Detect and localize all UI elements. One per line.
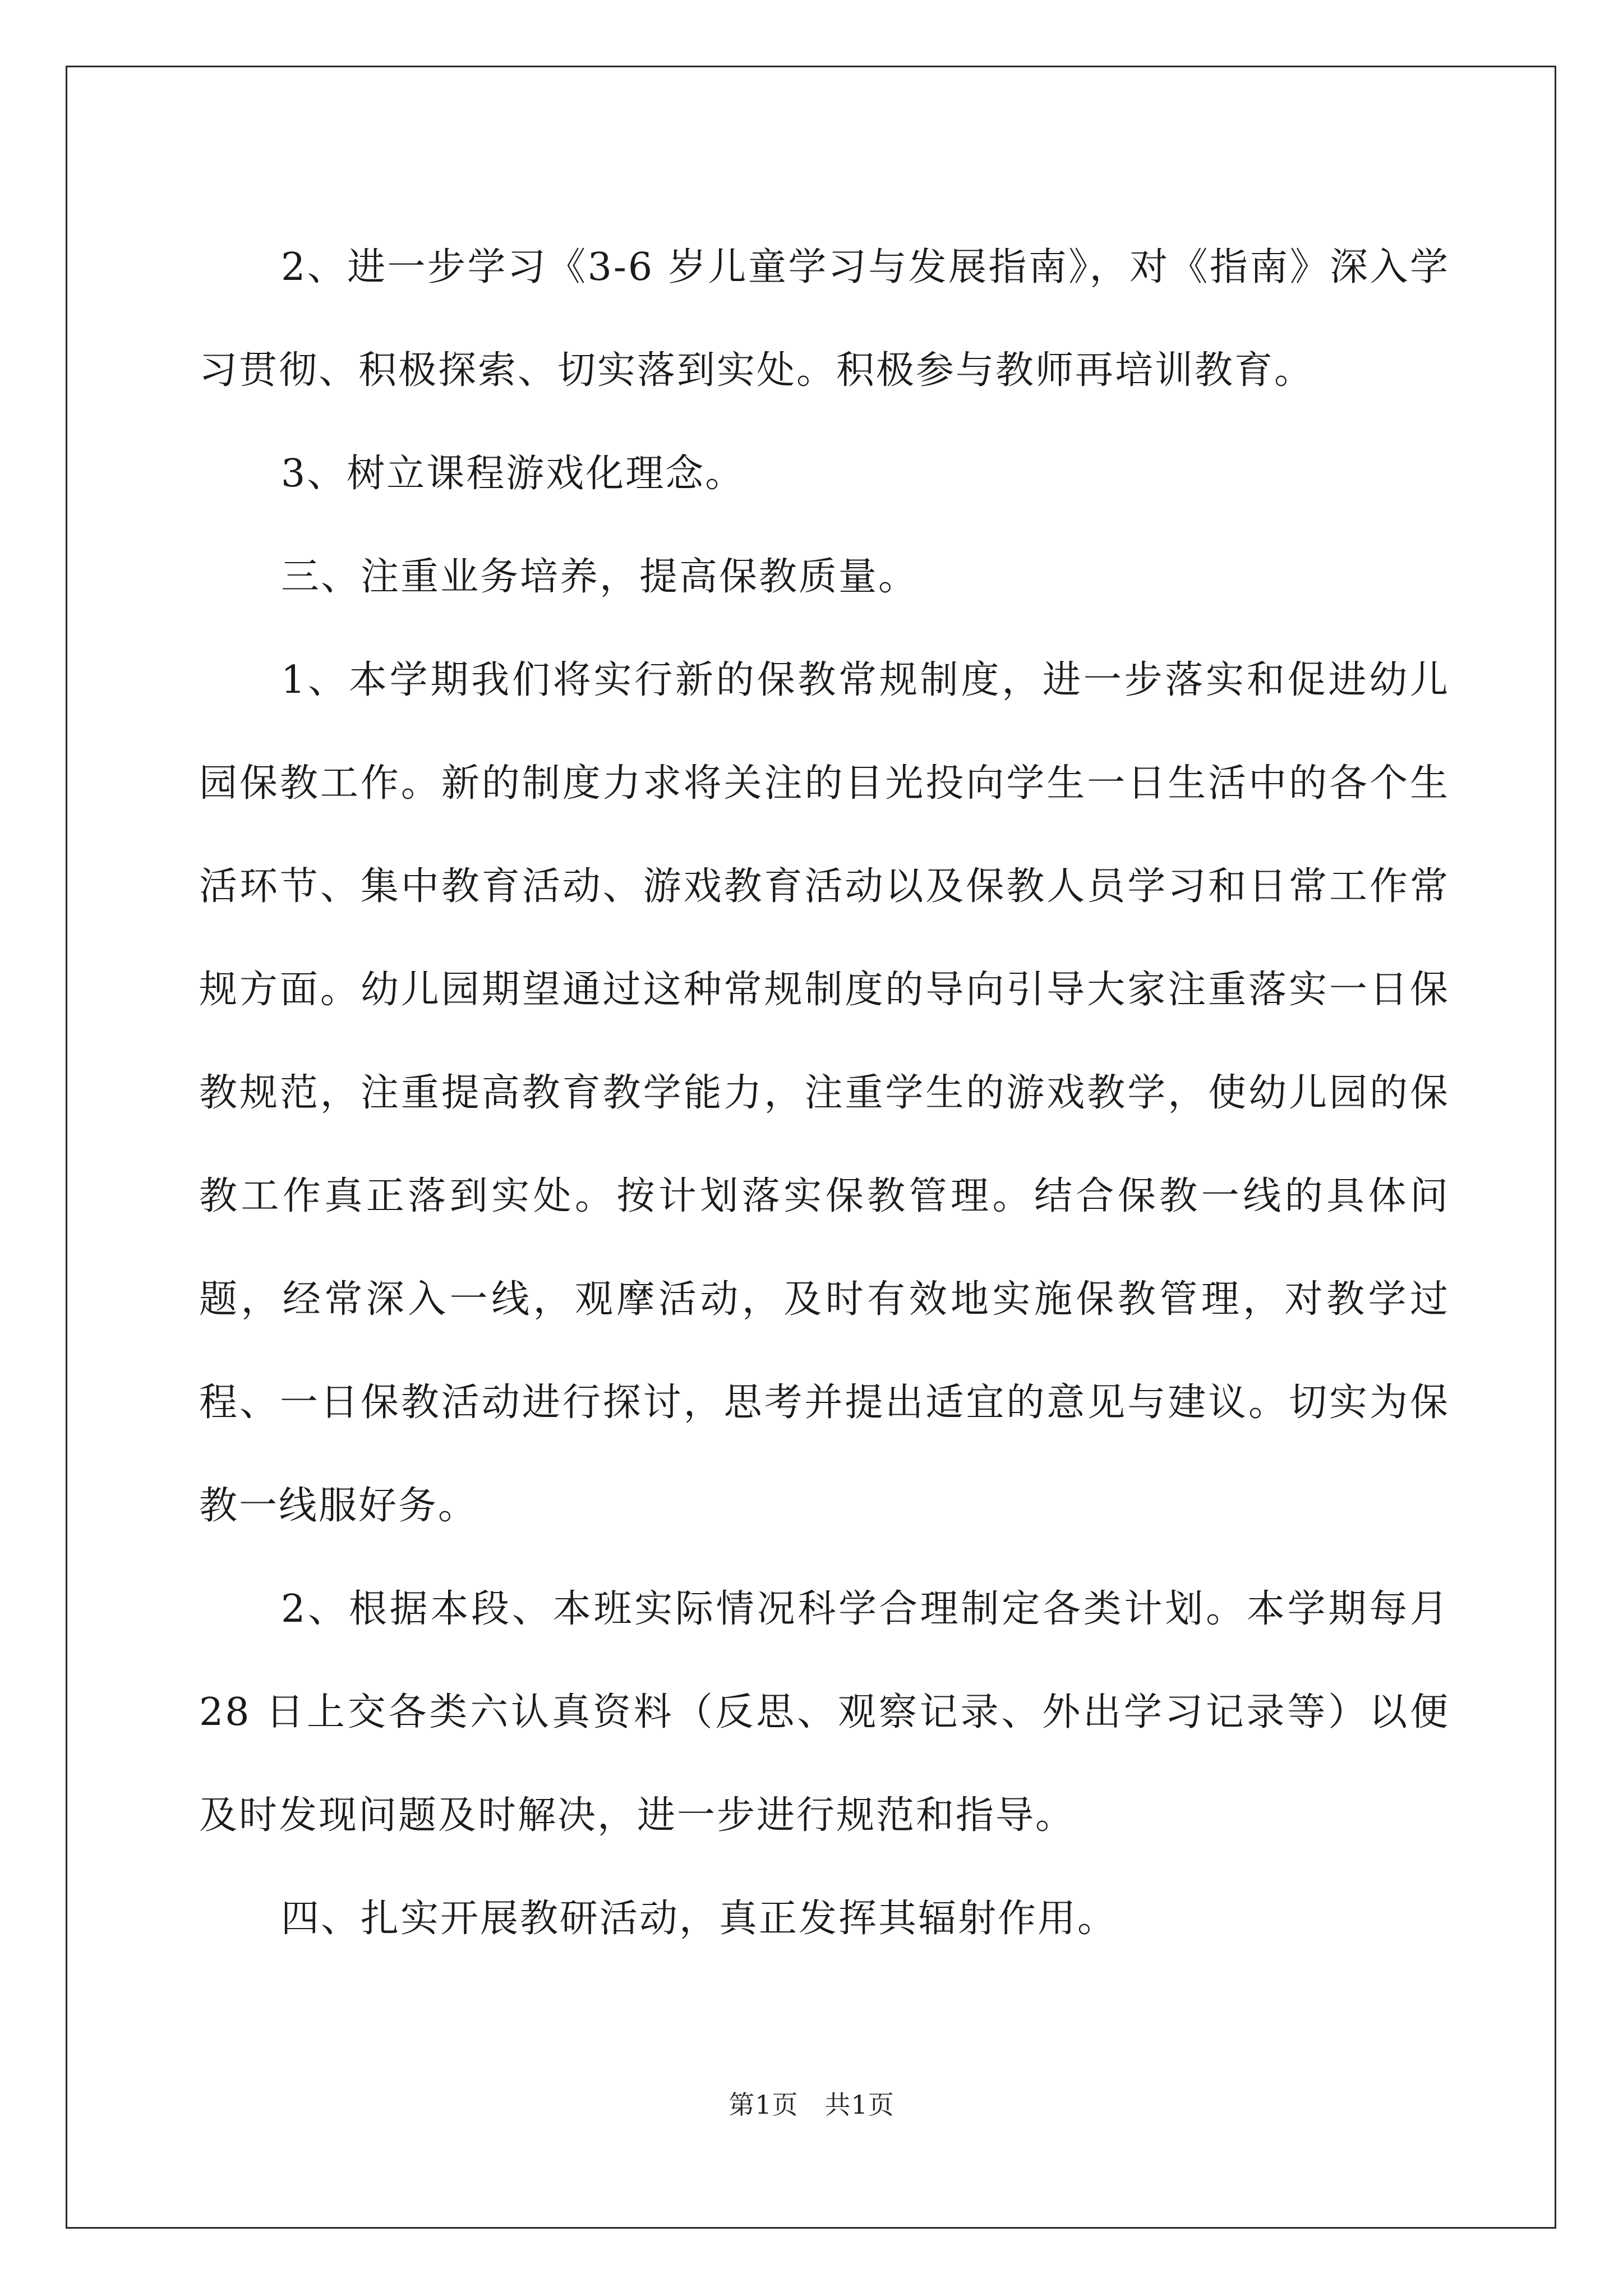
paragraph: 3、树立课程游戏化理念。 <box>281 452 745 496</box>
page-number-footer: 第1页 共1页 <box>728 2090 895 2120</box>
paragraph: 2、根据本段、本班实际情况科学合理制定各类计划。本学期每月28 日上交各类六认真资料（反思、观察记录、外出学习记录等）以便及时发现问题及时解决，进一步进行规范和指导。 <box>199 1587 1450 1838</box>
section-heading: 三、注重业务培养，提高保教质量。 <box>281 555 919 599</box>
paragraph: 2、进一步学习《3-6 岁儿童学习与发展指南》，对《指南》深入学习贯彻、积极探索、切实落到实处。积极参与教师再培训教育。 <box>199 245 1450 393</box>
paragraph: 1、本学期我们将实行新的保教常规制度，进一步落实和促进幼儿园保教工作。新的制度力求将关注的目光投向学生一日生活中的各个生活环节、集中教育活动、游戏教育活动以及保教人员学习和日常工作常规方面。幼儿园期望通过这种常规制度的导向引导大家注重落实一日保教规范，注重提高教育教学能力，注重学生的游戏教学，使幼儿园的保教工作真正落到实处。按计划落实保教管理。结合保教一线的具体问题，经常深入一线，观摩活动，及时有效地实施保教管理，对教学过程、一日保教活动进行探讨，思考并提出适宜的意见与建议。切实为保教一线服好务。 <box>199 658 1450 1528</box>
document-body <box>199 216 1450 1971</box>
section-heading: 四、扎实开展教研活动，真正发挥其辐射作用。 <box>281 1897 1118 1941</box>
